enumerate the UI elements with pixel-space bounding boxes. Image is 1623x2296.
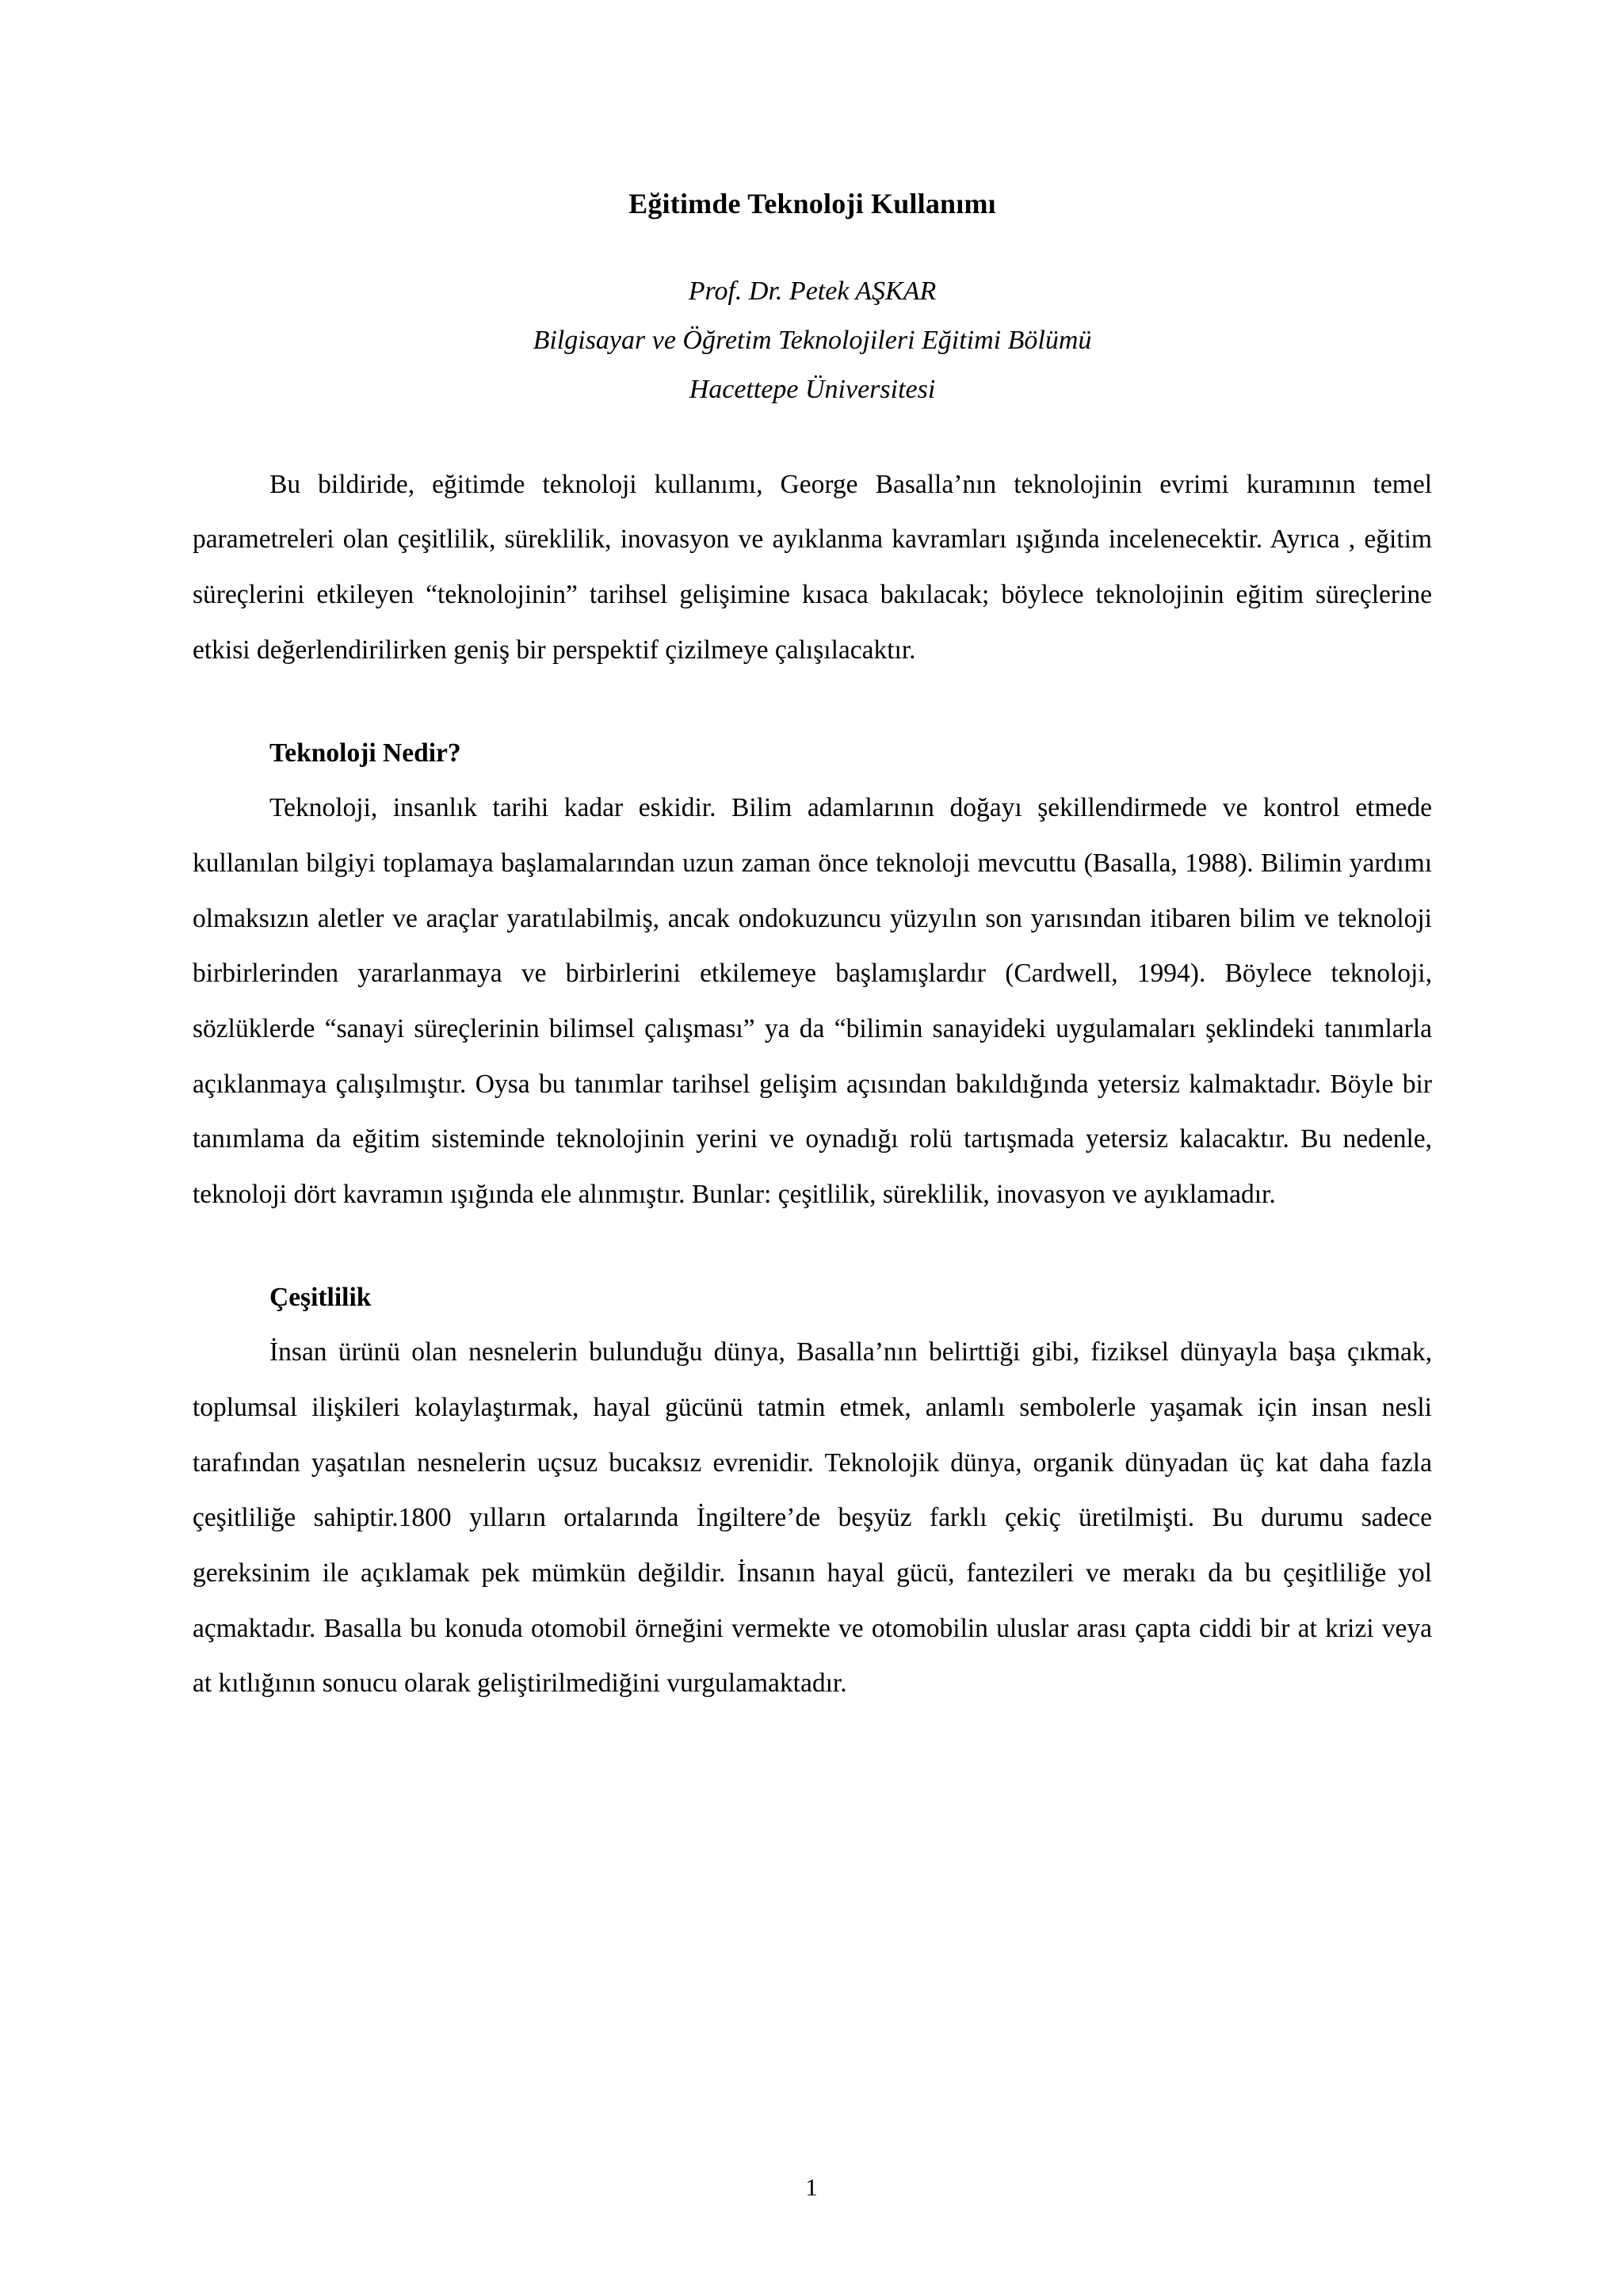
page-number: 1: [805, 2173, 818, 2201]
section-cesitlilik: [193, 1270, 1432, 1711]
section-teknoloji-nedir: [193, 726, 1432, 1222]
section-body-teknoloji-nedir: Teknoloji, insanlık tarihi kadar eskidir. Bilim adamlarının doğayı şekillendirmede ve kontrol etmede kullanılan bilgiyi toplamaya başlamalarından uzun zaman önce teknoloji mevcuttu (Basalla, 1988). Bilimin yardımı olmaksızın aletler ve araçlar yaratılabilmiş, ancak ondokuzuncu yüzyılın son yarısından itibaren bilim ve teknoloji birbirlerinden yararlanmaya ve birbirlerini etkilemeye başlamışlardır (Cardwell, 1994). Böylece teknoloji, sözlüklerde “sanayi süreçlerinin bilimsel çalışması” ya da “bilimin sanayideki uygulamaları şeklindeki tanımlarla açıklanmaya çalışılmıştır. Oysa bu tanımlar tarihsel gelişim açısından bakıldığında yetersiz kalmaktadır. Böyle bir tanımlama da eğitim sisteminde teknolojinin yerini ve oynadığı rolü tartışmada yetersiz kalacaktır. Bu nedenle, teknoloji dört kavramın ışığında ele alınmıştır. Bunlar: çeşitlilik, süreklilik, inovasyon ve ayıklamadır.: [193, 793, 1432, 1209]
author-institution: Hacettepe Üniversitesi: [689, 374, 936, 404]
section-body-cesitlilik: İnsan ürünü olan nesnelerin bulunduğu dünya, Basalla’nın belirttiği gibi, fiziksel dünyayla başa çıkmak, toplumsal ilişkileri kolaylaştırmak, hayal gücünü tatmin etmek, anlamlı sembolerle yaşamak için insan nesli tarafından yaşatılan nesnelerin uçsuz bucaksız evrenidir. Teknolojik dünya, organik dünyadan üç kat daha fazla çeşitliliğe sahiptir.1800 yılların ortalarında İngiltere’de beşyüz farklı çekiç üretilmişti. Bu durumu sadece gereksinim ile açıklamak pek mümkün değildir. İnsanın hayal gücü, fantezileri ve merakı da bu çeşitliliğe yol açmaktadır. Basalla bu konuda otomobil örneğini vermekte ve otomobilin uluslar arası çapta ciddi bir at krizi veya at kıtlığının sonucu olarak geliştirilmediğini vurgulamaktadır.: [193, 1337, 1432, 1699]
author-name: Prof. Dr. Petek AŞKAR: [688, 277, 937, 307]
author-block: [193, 267, 1432, 414]
abstract-paragraph: Bu bildiride, eğitimde teknoloji kullanımı, George Basalla’nın teknolojinin evrimi kuramının temel parametreleri olan çeşitlilik, süreklilik, inovasyon ve ayıklanma kavramları ışığında incelenecektir. Ayrıca , eğitim süreçlerini etkileyen “teknolojinin” tarihsel gelişimine kısaca bakılacak; böylece teknolojinin eğitim süreçlerine etkisi değerlendirilirken geniş bir perspektif çizilmeye çalışılacaktır.: [193, 469, 1432, 665]
section-heading-cesitlilik: Çeşitlilik: [269, 1282, 372, 1312]
author-department: Bilgisayar ve Öğretim Teknolojileri Eğitimi Bölümü: [533, 326, 1092, 356]
section-heading-teknoloji-nedir: Teknoloji Nedir?: [269, 738, 461, 768]
page-title: Eğitimde Teknoloji Kullanımı: [628, 188, 996, 219]
page-content: [193, 0, 1432, 1711]
